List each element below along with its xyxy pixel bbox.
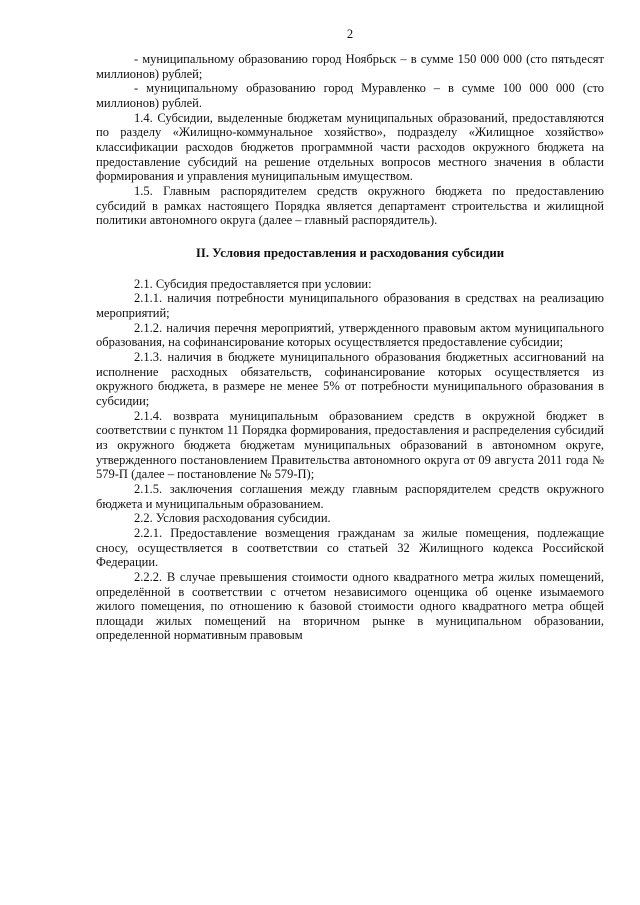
paragraph-2-1-1: 2.1.1. наличия потребности муниципального образования в средствах на реализацию мероприятий;: [96, 291, 604, 321]
paragraph-2-1-3: 2.1.3. наличия в бюджете муниципального образования бюджетных ассигнований на исполнение расходных обязательств, софинансирование которых осуществляется из окружного бюджета, в размере не менее 5% от потребности муниципального образования в субсидии;: [96, 350, 604, 408]
document-page: [96, 26, 604, 643]
paragraph-2-2-2: 2.2.2. В случае превышения стоимости одного квадратного метра жилых помещений, определённой в соответствии с отчетом независимого оценщика об оценке изымаемого жилого помещения, по отношению к базовой стоимости одного квадратного метра общей площади жилых помещений на вторичном рынке в муниципальном образовании, определенной нормативным правовым: [96, 570, 604, 643]
paragraph-2-2: 2.2. Условия расходования субсидии.: [134, 511, 331, 526]
paragraph-muravlenko: - муниципальному образованию город Муравленко – в сумме 100 000 000 (сто миллионов) рублей.: [96, 81, 604, 110]
paragraph-noyabrsk: - муниципальному образованию город Ноябрьск – в сумме 150 000 000 (сто пятьдесят миллионов) рублей;: [96, 52, 604, 81]
paragraph-2-2-1: 2.2.1. Предоставление возмещения гражданам за жилые помещения, подлежащие сносу, осуществляется в соответствии со статьей 32 Жилищного кодекса Российской Федерации.: [96, 526, 604, 570]
paragraph-1-5: 1.5. Главным распорядителем средств окружного бюджета по предоставлению субсидий в рамках настоящего Порядка является департамент строительства и жилищной политики автономного округа (далее – главный распорядитель).: [96, 183, 604, 228]
paragraph-2-1-5: 2.1.5. заключения соглашения между главным распорядителем средств окружного бюджета и муниципальным образованием.: [96, 481, 604, 511]
section-paragraphs: [96, 277, 604, 643]
paragraph-2-1: 2.1. Субсидия предоставляется при условии:: [134, 276, 372, 291]
intro-paragraphs: [96, 52, 604, 228]
page-number: 2: [346, 27, 354, 41]
section-heading: II. Условия предоставления и расходования субсидии: [195, 245, 505, 260]
paragraph-2-1-2: 2.1.2. наличия перечня мероприятий, утвержденного правовым актом муниципального образования, на софинансирование которых осуществляется предоставление субсидии;: [96, 320, 604, 350]
paragraph-2-1-4: 2.1.4. возврата муниципальным образованием средств в окружной бюджет в соответствии с пунктом 11 Порядка формирования, предоставления и распределения субсидий из окружного бюджета бюджетам муниципальных образований в автономном округе, утвержденного постановлением Правительства автономного округа от 09 августа 2011 года № 579-П (далее – постановление № 579-П);: [96, 408, 604, 482]
paragraph-1-4: 1.4. Субсидии, выделенные бюджетам муниципальных образований, предоставляются по разделу «Жилищно-коммунальное хозяйство», подразделу «Жилищное хозяйство» классификации расходов бюджетов программной части расходов окружного бюджета на предоставление субсидий на решение отдельных вопросов местного значения в области формирования и управления муниципальным имуществом.: [96, 110, 604, 184]
